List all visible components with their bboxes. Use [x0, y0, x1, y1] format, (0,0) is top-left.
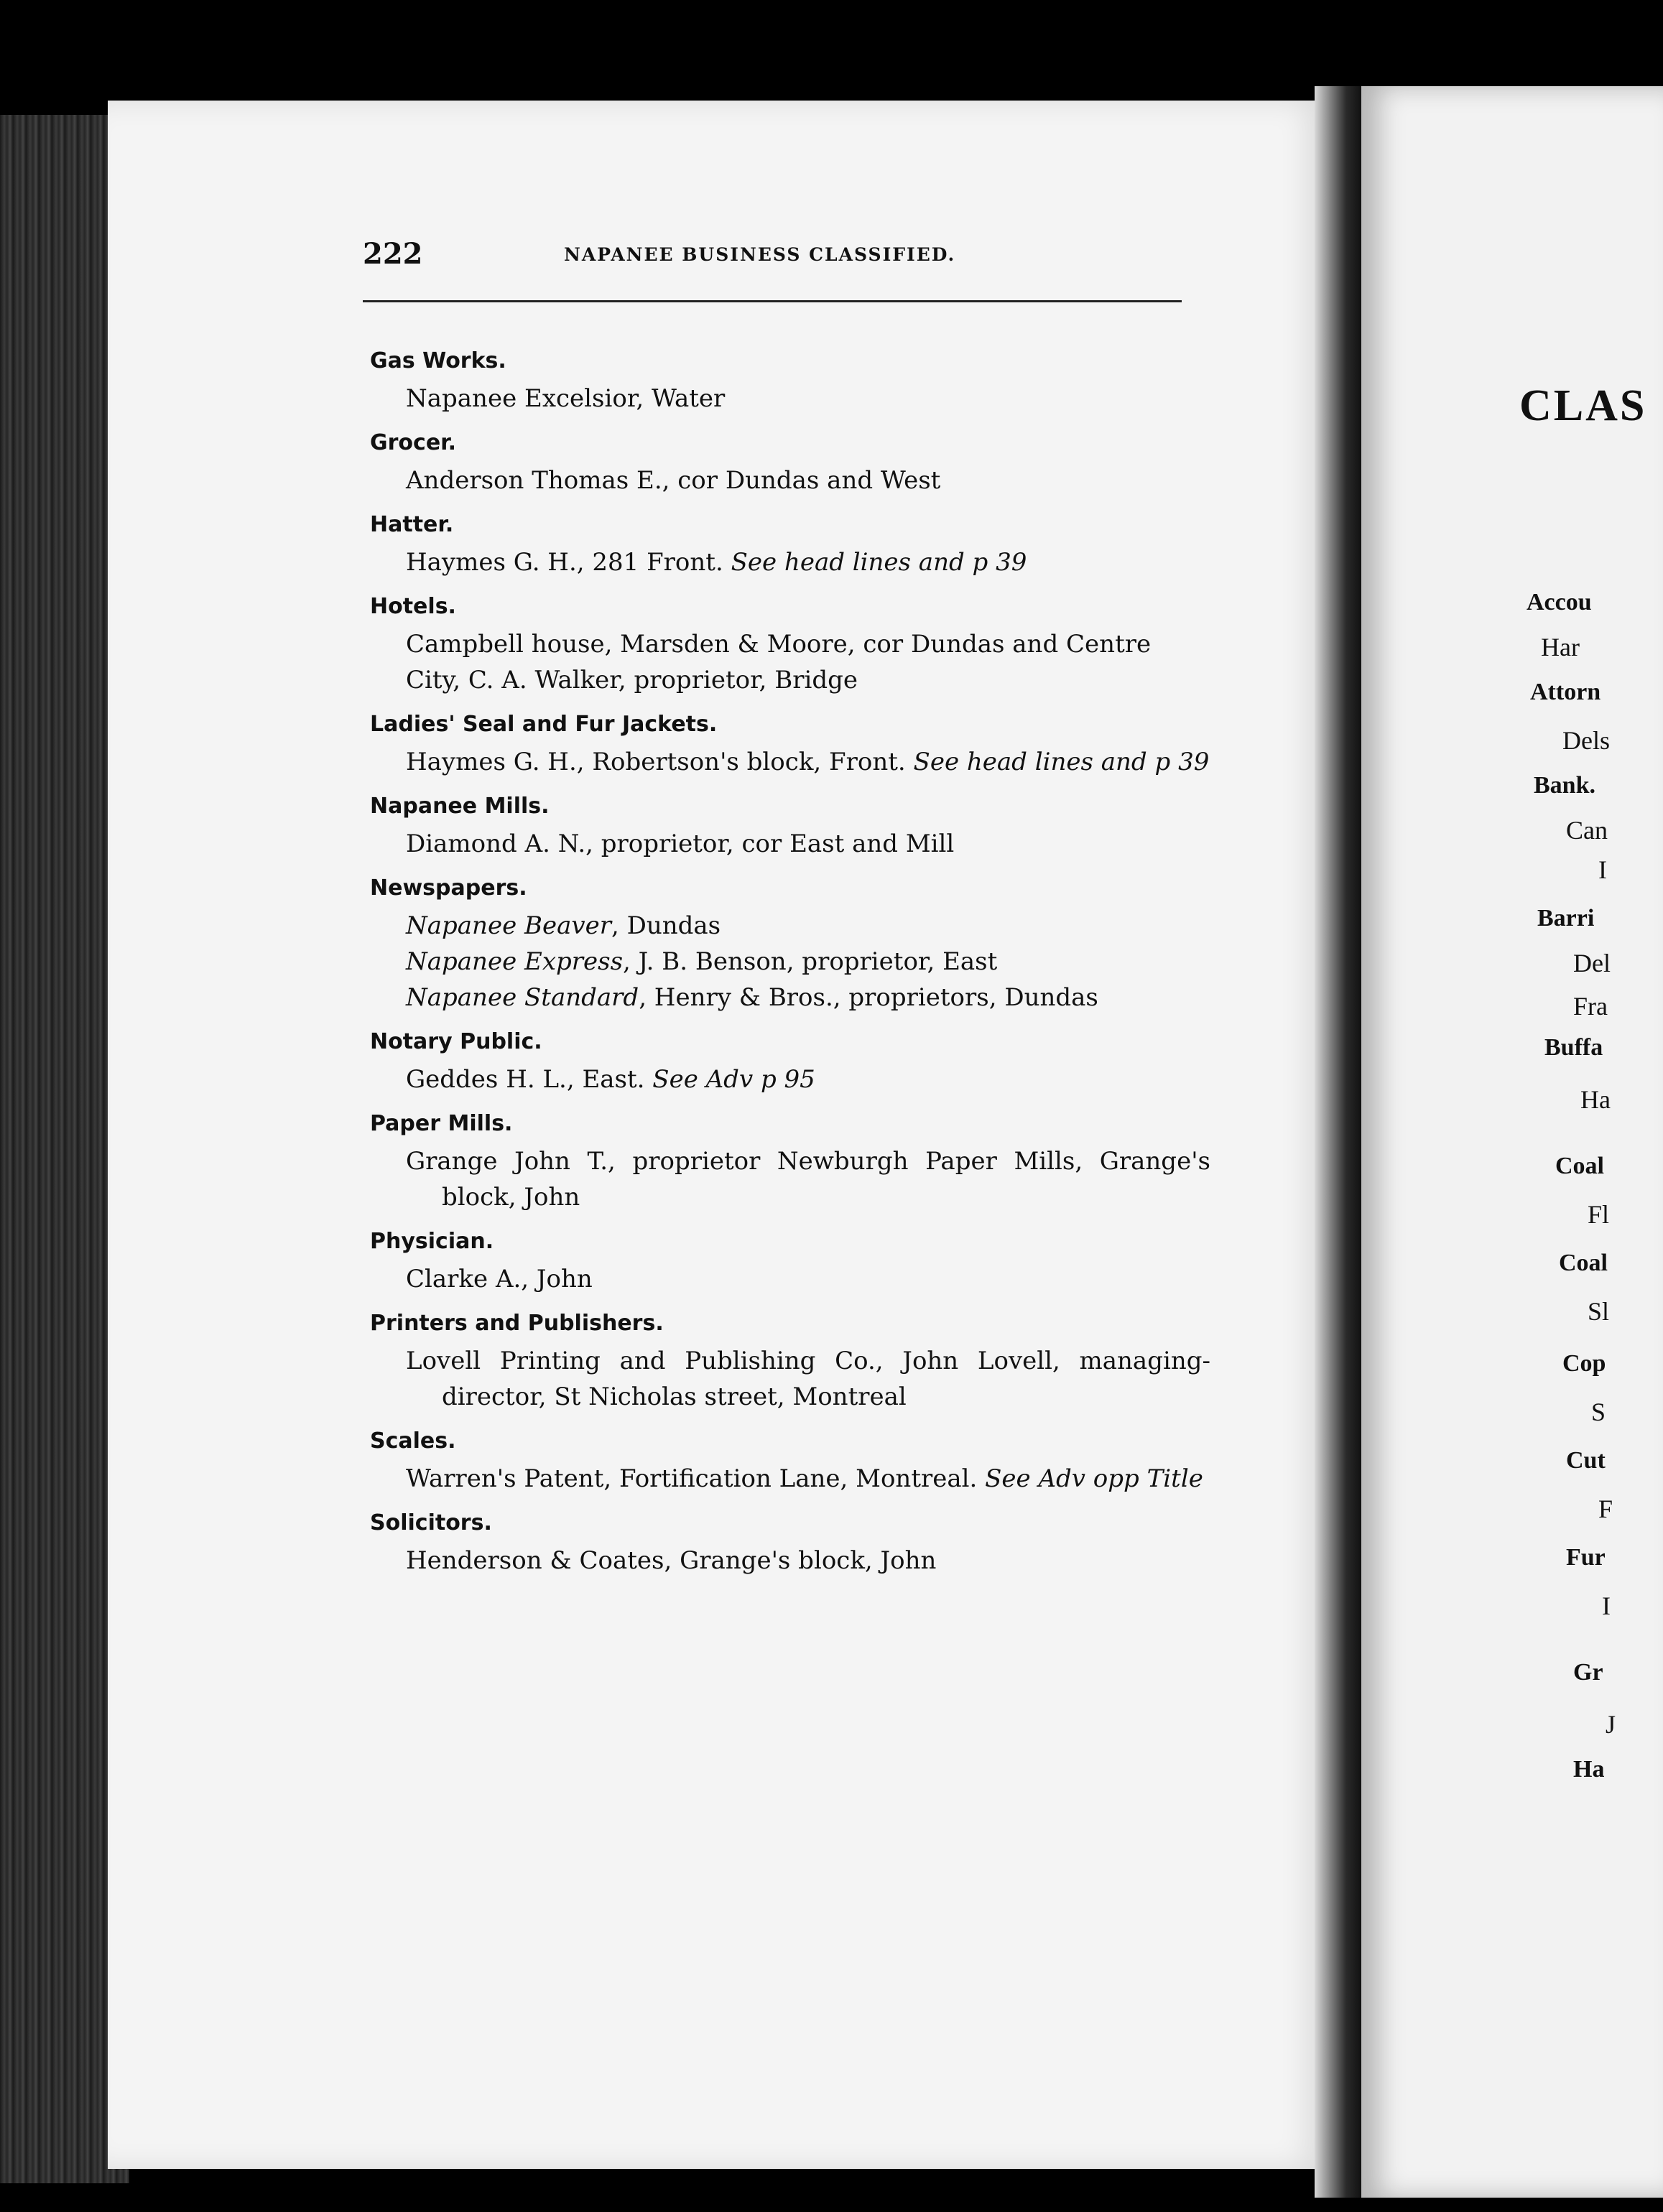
category-heading: Hatter.	[370, 512, 454, 537]
right-entry-fragment: Fra	[1573, 992, 1608, 1021]
listing-entry	[406, 1143, 1210, 1215]
entry-text: City, C. A. Walker, proprietor, Bridge	[406, 666, 858, 694]
category-heading: Printers and Publishers.	[370, 1311, 664, 1336]
category-heading: Hotels.	[370, 594, 456, 619]
listing-entry	[406, 744, 1210, 780]
listing-entry	[406, 381, 1210, 417]
right-heading-fragment: Coal	[1559, 1250, 1608, 1276]
right-page-title-fragment: CLAS	[1519, 381, 1647, 430]
right-heading-fragment: Fur	[1566, 1544, 1606, 1571]
entry-text: Haymes G. H., Robertson's block, Front.	[406, 748, 914, 776]
entry-text: Haymes G. H., 281 Front.	[406, 548, 731, 577]
right-heading-fragment: Barri	[1537, 905, 1595, 931]
page-number: 222	[363, 237, 423, 271]
italic-reference: See head lines and p 39	[731, 548, 1027, 577]
entry-text: , J. B. Benson, proprietor, East	[623, 947, 998, 976]
entry-text: Grange John T., proprietor Newburgh Paper Mills, Grange's block, John	[406, 1147, 1210, 1212]
entry-text: Clarke A., John	[406, 1265, 593, 1293]
right-entry-fragment: I	[1598, 855, 1607, 884]
right-heading-fragment: Cut	[1566, 1447, 1606, 1474]
entry-text: , Dundas	[611, 911, 721, 940]
entry-text: Anderson Thomas E., cor Dundas and West	[406, 466, 941, 495]
category-heading: Physician.	[370, 1229, 494, 1254]
listing-entry	[406, 544, 1210, 580]
category-heading: Notary Public.	[370, 1029, 542, 1054]
italic-reference: Napanee Express	[406, 947, 624, 976]
right-entry-fragment: Can	[1566, 816, 1608, 845]
right-entry-fragment: Ha	[1580, 1085, 1611, 1114]
right-entry-fragment: I	[1602, 1591, 1611, 1620]
listing-entry	[406, 1343, 1210, 1415]
listing-entry	[406, 662, 1210, 698]
entry-text: Campbell house, Marsden & Moore, cor Dundas and Centre	[406, 630, 1152, 659]
category-heading: Napanee Mills.	[370, 794, 550, 819]
right-entry-fragment: Har	[1541, 633, 1580, 661]
italic-reference: See head lines and p 39	[913, 748, 1210, 776]
listing-entry	[406, 1261, 1210, 1297]
listing-entry	[406, 908, 1210, 944]
category-heading: Solicitors.	[370, 1510, 492, 1535]
right-entry-fragment: F	[1598, 1495, 1613, 1523]
category-heading: Scales.	[370, 1428, 456, 1454]
listing-entry	[406, 1543, 1210, 1579]
right-entry-fragment: Dels	[1562, 726, 1610, 755]
category-heading: Gas Works.	[370, 348, 506, 373]
entry-text: , Henry & Bros., proprietors, Dundas	[639, 983, 1098, 1012]
right-entry-fragment: S	[1591, 1398, 1606, 1426]
right-entry-fragment: Fl	[1588, 1200, 1610, 1229]
right-entry-fragment: Sl	[1588, 1297, 1610, 1326]
italic-reference: See Adv p 95	[652, 1065, 815, 1094]
right-heading-fragment: Bank.	[1534, 772, 1595, 799]
right-heading-fragment: Accou	[1527, 589, 1592, 615]
right-heading-fragment: Coal	[1555, 1153, 1604, 1179]
right-heading-fragment: Ha	[1573, 1756, 1605, 1783]
right-heading-fragment: Attorn	[1530, 679, 1601, 705]
listing-entry	[406, 826, 1210, 862]
category-heading: Paper Mills.	[370, 1111, 513, 1136]
italic-reference: Napanee Standard	[406, 983, 639, 1012]
entry-text: Henderson & Coates, Grange's block, John	[406, 1546, 937, 1575]
right-heading-fragment: Buffa	[1544, 1034, 1603, 1061]
listing-entry	[406, 944, 1210, 980]
entry-text: Diamond A. N., proprietor, cor East and Mill	[406, 830, 955, 858]
classified-listing	[370, 345, 1210, 1579]
italic-reference: Napanee Beaver	[406, 911, 611, 940]
running-title: NAPANEE BUSINESS CLASSIFIED.	[564, 244, 956, 265]
right-entry-fragment: J	[1606, 1710, 1616, 1739]
category-heading: Ladies' Seal and Fur Jackets.	[370, 712, 718, 737]
listing-entry	[406, 463, 1210, 498]
entry-text: Warren's Patent, Fortification Lane, Montreal.	[406, 1464, 986, 1493]
right-entry-fragment: Del	[1573, 949, 1611, 977]
right-heading-fragment: Gr	[1573, 1659, 1603, 1686]
entry-text: Lovell Printing and Publishing Co., John Lovell, managing-director, St Nicholas street, Montreal	[406, 1347, 1210, 1411]
italic-reference: See Adv opp Title	[985, 1464, 1203, 1493]
listing-entry	[406, 626, 1210, 662]
header-rule	[363, 300, 1182, 302]
listing-entry	[406, 980, 1210, 1016]
category-heading: Newspapers.	[370, 875, 527, 901]
page-header	[363, 237, 1182, 287]
listing-entry	[406, 1061, 1210, 1097]
entry-text: Geddes H. L., East.	[406, 1065, 653, 1094]
right-heading-fragment: Cop	[1562, 1350, 1606, 1377]
entry-text: Napanee Excelsior, Water	[406, 384, 726, 413]
listing-entry	[406, 1461, 1210, 1497]
category-heading: Grocer.	[370, 430, 457, 455]
